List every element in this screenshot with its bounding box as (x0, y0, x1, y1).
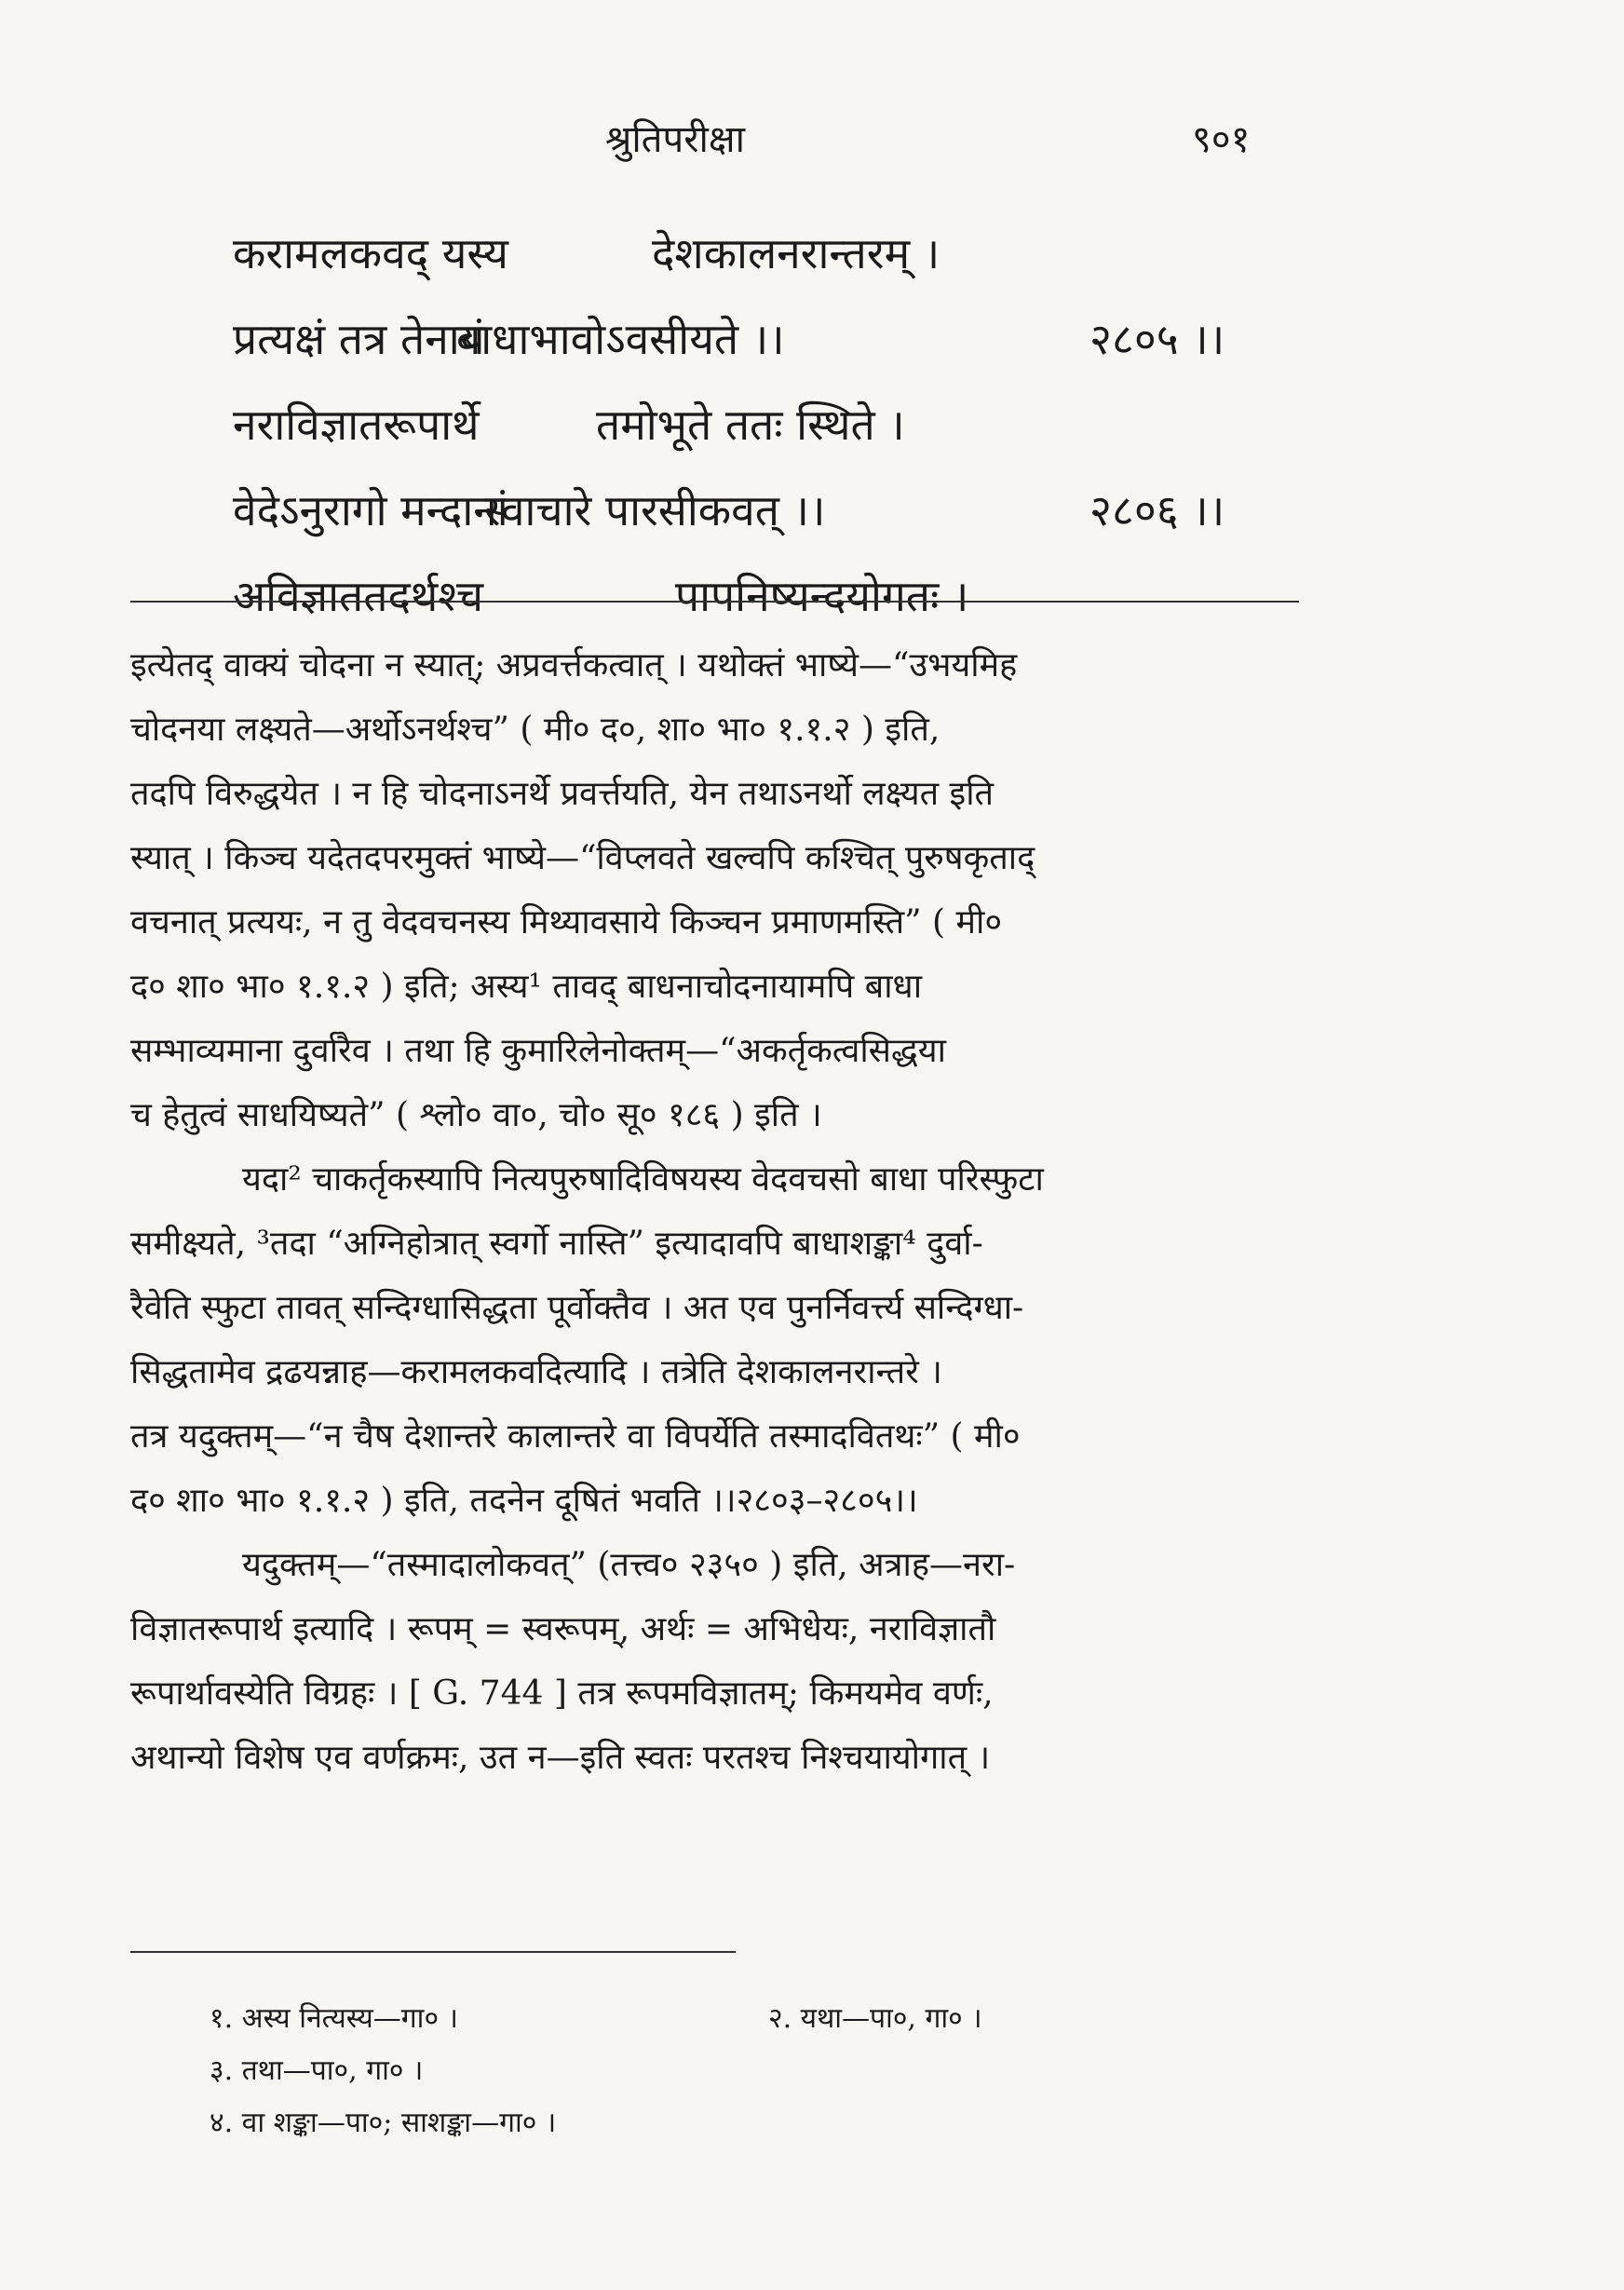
commentary-line: तदपि विरुद्धयेत । न हि चोदनाऽनर्थे प्रवर्त्तयति, येन तथाऽनर्थो लक्ष्यत इति (130, 775, 995, 813)
verse-number: २८०६ ।। (1089, 485, 1225, 535)
verse-second-half: स्वाचारे पारसीकवत् ।। (484, 485, 826, 535)
verse-line (233, 224, 1350, 309)
footnote-row (210, 2045, 1234, 2097)
commentary-line: वचनात् प्रत्ययः, न तु वेदवचनस्य मिथ्यावसाये किञ्चन प्रमाणमस्ति” ( मी० (130, 903, 1003, 942)
commentary-line: रैवेति स्फुटा तावत् सन्दिग्धासिद्धता पूर्वोक्तैव । अत एव पुनर्निवर्त्त्य सन्दिग्धा- (130, 1289, 1024, 1327)
section-divider (130, 601, 1299, 603)
verse-block (233, 224, 1350, 652)
commentary-line: सम्भाव्यमाना दुर्वारैव । तथा हि कुमारिलेनोक्तम्—“अकर्तृकत्वसिद्धया (130, 1032, 946, 1070)
verse-first-half: प्रत्यक्षं तत्र तेनायं (233, 314, 485, 364)
commentary-line: यदुक्तम्—“तस्मादालोकवत्” (तत्त्व० २३५० ) इति, अत्राह—नरा- (242, 1546, 1016, 1584)
commentary-line: च हेतुत्वं साधयिष्यते” ( श्लो० वा०, चो० सू० १८६ ) इति । (130, 1096, 822, 1134)
commentary-line: इत्येतद् वाक्यं चोदना न स्यात्; अप्रवर्त्तकत्वात् । यथोक्तं भाष्ये—“उभयमिह (130, 646, 1018, 684)
page-number: ९०१ (1192, 118, 1251, 161)
verse-second-half: पापनिष्यन्दयोगतः । (675, 571, 969, 621)
commentary-line: द० शा० भा० १.१.२ ) इति, तदनेन दूषितं भवति ।।२८०३–२८०५।। (130, 1482, 918, 1520)
commentary-line: तत्र यदुक्तम्—“न चैष देशान्तरे कालान्तरे वा विपर्येति तस्मादवितथः” ( मी० (130, 1417, 1021, 1456)
verse-second-half: तमोभूते ततः स्थिते । (596, 400, 905, 450)
footnote-row (210, 1993, 1234, 2045)
footnote-rule (130, 1951, 736, 1953)
commentary-line: समीक्ष्यते, ³तदा “अग्निहोत्रात् स्वर्गो नास्ति” इत्यादावपि बाधाशङ्का⁴ दुर्वा- (130, 1225, 983, 1263)
verse-line (233, 309, 1350, 395)
verse-second-half: बाधाभावोऽवसीयते ।। (456, 314, 785, 364)
footnote: १. अस्य नित्यस्य—गा० । (210, 2002, 458, 2035)
verse-first-half: करामलकवद् यस्य (233, 228, 508, 278)
verse-first-half: वेदेऽनुरागो मन्दानां (233, 485, 508, 535)
commentary-line: चोदनया लक्ष्यते—अर्थोऽनर्थश्च” ( मी० द०, शा० भा० १.१.२ ) इति, (130, 711, 941, 749)
commentary-line: विज्ञातरूपार्थ इत्यादि । रूपम् = स्वरूपम्, अर्थः = अभिधेयः, नराविज्ञातौ (130, 1610, 996, 1648)
footnote: ३. तथा—पा०, गा० । (210, 2054, 424, 2087)
commentary-text (130, 633, 1304, 1790)
commentary-line: अथान्यो विशेष एव वर्णक्रमः, उत न—इति स्वतः परतश्च निश्चयायोगात् । (130, 1739, 991, 1777)
footnotes (210, 1993, 1234, 2149)
footnote-row (210, 2097, 1234, 2149)
commentary-line: रूपार्थावस्येति विग्रहः । [ G. 744 ] तत्र रूपमविज्ञातम्; किमयमेव वर्णः, (130, 1674, 994, 1713)
verse-line (233, 395, 1350, 481)
verse-second-half: देशकालनरान्तरम् । (652, 228, 941, 278)
commentary-line: सिद्धतामेव द्रढयन्नाह—करामलकवदित्यादि । तत्रेति देशकालनरान्तरे । (130, 1353, 942, 1391)
verse-first-half: नराविज्ञातरूपार्थे (233, 400, 480, 450)
footnote: ४. वा शङ्का—पा०; साशङ्का—गा० । (210, 2107, 557, 2139)
verse-first-half: अविज्ञाततदर्थश्च (233, 571, 484, 621)
verse-number: २८०५ ।। (1089, 314, 1225, 364)
running-title: श्रुतिपरीक्षा (605, 118, 745, 161)
commentary-line: यदा² चाकर्तृकस्यापि नित्यपुरुषादिविषयस्य वेदवचसो बाधा परिस्फुटा (242, 1160, 1044, 1199)
verse-line (233, 481, 1350, 566)
commentary-line: द० शा० भा० १.१.२ ) इति; अस्य¹ तावद् बाधनाचोदनायामपि बाधा (130, 968, 923, 1006)
footnote: २. यथा—पा०, गा० । (768, 2002, 982, 2035)
commentary-line: स्यात् । किञ्च यदेतदपरमुक्तं भाष्ये—“विप्लवते खल्वपि कश्चित् पुरुषकृताद् (130, 839, 1035, 877)
